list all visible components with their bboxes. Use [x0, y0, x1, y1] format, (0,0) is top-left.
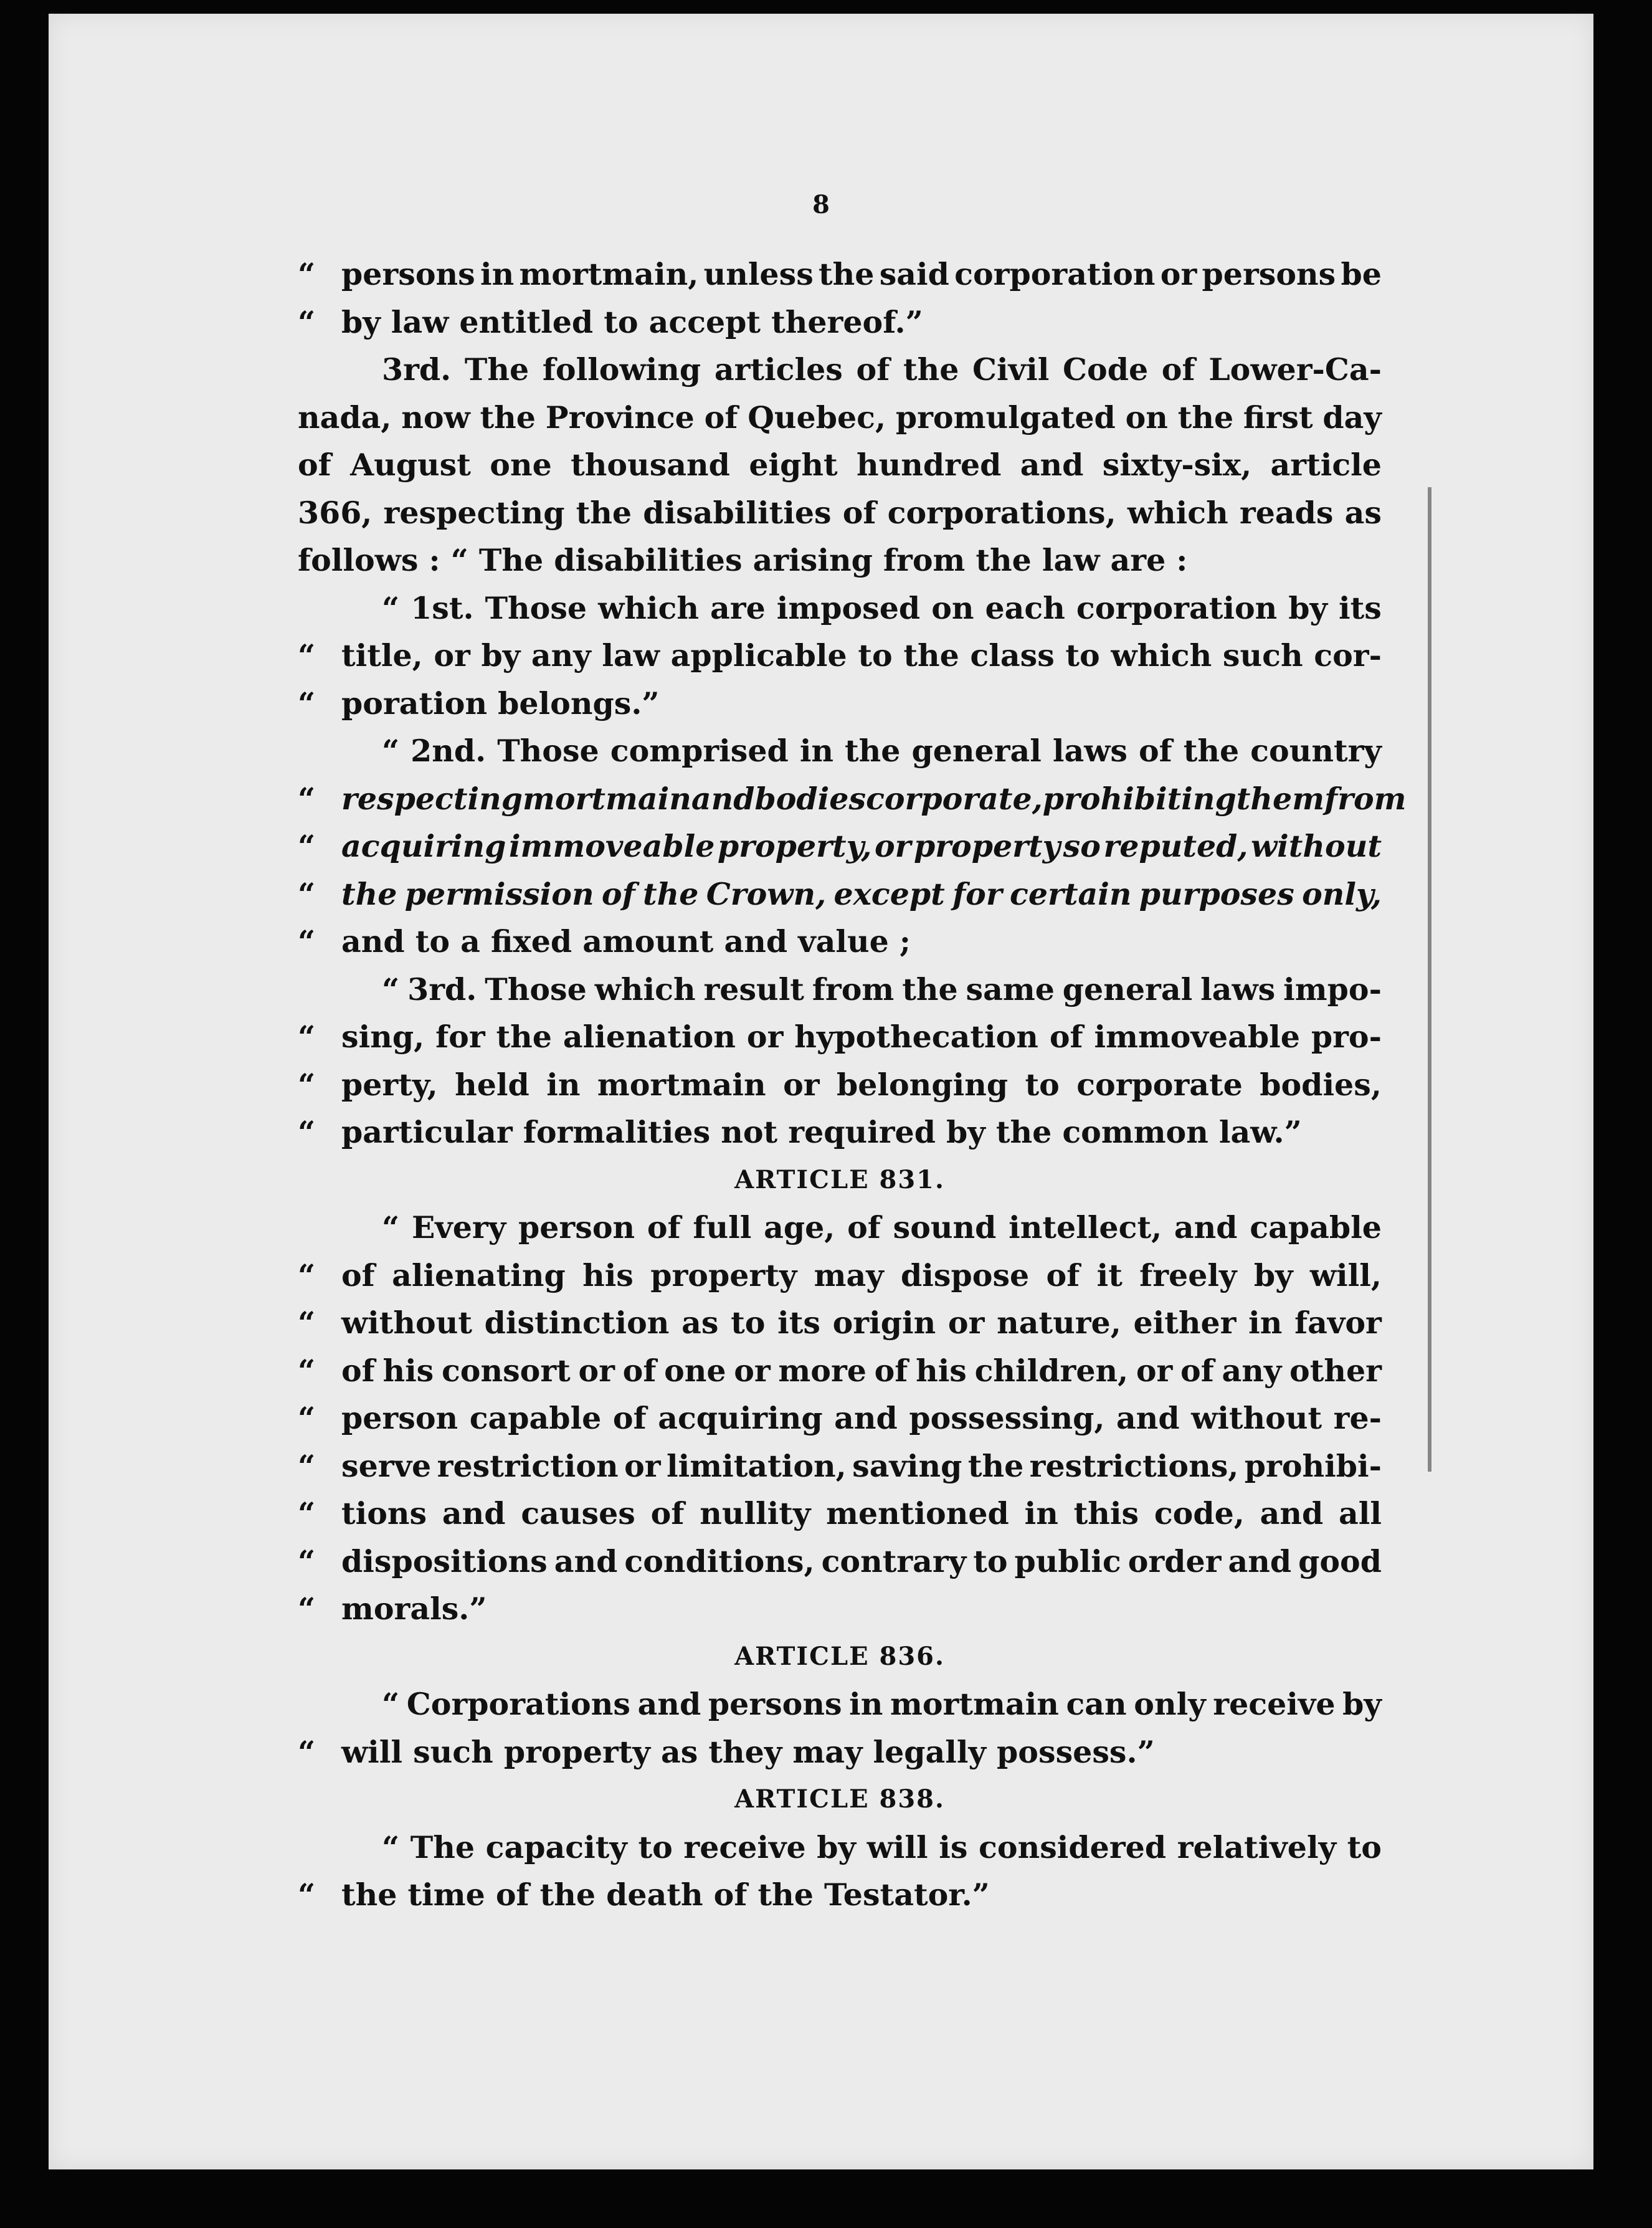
- text-line: [298, 1299, 1382, 1347]
- quote-mark: “: [298, 1066, 316, 1103]
- line-text: dispositions and conditions, contrary to public order and good: [341, 1543, 1382, 1579]
- quote-mark: “: [298, 828, 316, 864]
- line-text: “ Corporations and persons in mortmain can only receive by: [382, 1686, 1382, 1722]
- text-line: [298, 1680, 1382, 1728]
- quote-mark: “: [298, 1733, 316, 1770]
- quote-mark: “: [298, 1591, 316, 1627]
- text-line: [298, 441, 1382, 489]
- line-text: “ 1st. Those which are imposed on each corporation by its: [382, 589, 1382, 626]
- quote-mark: “: [298, 1352, 316, 1389]
- body-text: [298, 250, 1407, 1919]
- text-line: [298, 1204, 1382, 1252]
- quote-mark: “: [298, 1305, 316, 1341]
- line-text: persons in mortmain, unless the said corporation or persons be: [341, 256, 1382, 292]
- text-line: [298, 298, 1382, 346]
- line-text: “ 3rd. Those which result from the same general laws impo-: [382, 971, 1382, 1007]
- text-line: [298, 1061, 1382, 1109]
- quote-mark: “: [298, 1543, 316, 1579]
- text-line: [298, 1013, 1382, 1061]
- page-number: 8: [812, 190, 830, 219]
- line-text: title, or by any law applicable to the class to which such cor-: [341, 637, 1382, 674]
- text-line: [298, 1252, 1382, 1300]
- text-line: [298, 680, 1382, 728]
- text-line: [298, 1108, 1382, 1156]
- text-line: [298, 727, 1382, 775]
- line-text: tions and causes of nullity mentioned in this code, and all: [341, 1495, 1382, 1531]
- text-line: [298, 346, 1382, 394]
- line-text: follows : “ The disabilities arising from the law are :: [298, 542, 1188, 578]
- line-text: serve restriction or limitation, saving the restrictions, prohibi-: [341, 1447, 1382, 1484]
- text-line: [298, 394, 1382, 442]
- text-line: [298, 1442, 1382, 1490]
- article-heading: ARTICLE 838.: [734, 1784, 945, 1814]
- line-text: “ Every person of full age, of sound intellect, and capable: [382, 1209, 1382, 1245]
- text-line: [298, 1871, 1382, 1919]
- text-line: [298, 489, 1382, 537]
- article-heading: ARTICLE 831.: [734, 1164, 945, 1194]
- text-line: [298, 536, 1382, 584]
- line-text: poration belongs.”: [341, 685, 660, 721]
- text-line: [298, 1394, 1382, 1442]
- line-text: 366, respecting the disabilities of corporations, which reads as: [298, 494, 1382, 531]
- line-text: person capable of acquiring and possessing, and without re-: [341, 1400, 1382, 1436]
- line-text: morals.”: [341, 1591, 487, 1627]
- text-line: [298, 918, 1382, 966]
- quote-mark: “: [298, 637, 316, 674]
- bleed-through-mark: [1428, 487, 1444, 1472]
- line-text: will such property as they may legally possess.”: [341, 1733, 1155, 1770]
- line-text: 3rd. The following articles of the Civil Code of Lower-Ca-: [382, 351, 1382, 388]
- quote-mark: “: [298, 1400, 316, 1436]
- text-line: [298, 775, 1407, 823]
- quote-mark: “: [298, 1495, 316, 1531]
- text-line: [298, 1728, 1382, 1776]
- line-text: perty, held in mortmain or belonging to corporate bodies,: [341, 1066, 1382, 1103]
- text-line: [298, 1490, 1382, 1538]
- text-line: [298, 1538, 1382, 1586]
- line-text: respecting mortmain and bodies corporate, prohibiting them from: [341, 780, 1407, 817]
- quote-mark: “: [298, 685, 316, 721]
- text-line: [298, 250, 1382, 298]
- line-text: and to a fixed amount and value ;: [341, 923, 911, 959]
- line-text: sing, for the alienation or hypothecation of immoveable pro-: [341, 1019, 1382, 1055]
- quote-mark: “: [298, 1877, 316, 1913]
- line-text: of alienating his property may dispose of it freely by will,: [341, 1257, 1382, 1293]
- quote-mark: “: [298, 923, 316, 959]
- line-text: acquiring immoveable property, or property so reputed, without: [341, 828, 1382, 864]
- text-line: [298, 1585, 1382, 1633]
- text-line: [298, 870, 1382, 918]
- document-page: [49, 14, 1593, 2169]
- quote-mark: “: [298, 1257, 316, 1293]
- quote-mark: “: [298, 780, 316, 817]
- line-text: by law entitled to accept thereof.”: [341, 303, 923, 340]
- line-text: nada, now the Province of Quebec, promulgated on the first day: [298, 399, 1382, 436]
- quote-mark: “: [298, 1019, 316, 1055]
- quote-mark: “: [298, 1447, 316, 1484]
- quote-mark: “: [298, 875, 316, 912]
- text-line: [298, 1824, 1382, 1872]
- line-text: particular formalities not required by the common law.”: [341, 1114, 1302, 1150]
- quote-mark: “: [298, 303, 316, 340]
- text-line: [298, 584, 1382, 632]
- line-text: “ The capacity to receive by will is considered relatively to: [382, 1829, 1382, 1865]
- text-line: [298, 1347, 1382, 1395]
- line-text: the permission of the Crown, except for certain purposes only,: [341, 875, 1382, 912]
- line-text: of his consort or of one or more of his children, or of any other: [341, 1352, 1382, 1389]
- line-text: of August one thousand eight hundred and sixty-six, article: [298, 447, 1382, 483]
- text-line: [298, 822, 1382, 870]
- text-line: [298, 632, 1382, 680]
- quote-mark: “: [298, 256, 316, 292]
- quote-mark: “: [298, 1114, 316, 1150]
- line-text: without distinction as to its origin or nature, either in favor: [341, 1305, 1382, 1341]
- article-heading: ARTICLE 836.: [734, 1641, 945, 1671]
- text-line: [298, 966, 1382, 1014]
- line-text: the time of the death of the Testator.”: [341, 1877, 990, 1913]
- line-text: “ 2nd. Those comprised in the general laws of the country: [382, 733, 1382, 769]
